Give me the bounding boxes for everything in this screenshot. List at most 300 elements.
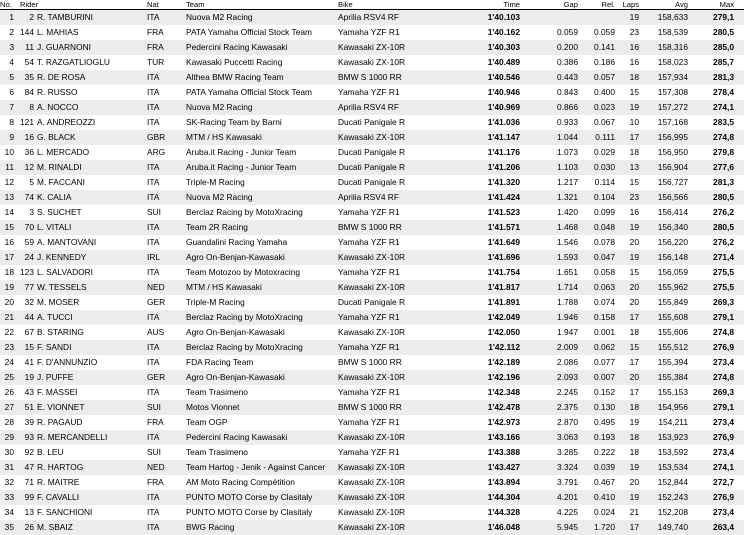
cell-laps: 15 — [629, 267, 639, 277]
cell-rel: 0.001 — [594, 327, 615, 337]
cell-max: 283,5 — [713, 117, 734, 127]
cell-max: 272,7 — [713, 477, 734, 487]
table-header — [0, 0, 744, 9]
cell-pos: 8 — [9, 117, 14, 127]
cell-num: 26 — [24, 522, 34, 532]
cell-pos: 21 — [4, 312, 14, 322]
cell-gap: 4.225 — [557, 507, 578, 517]
cell-num: 15 — [24, 342, 34, 352]
cell-gap: 0.443 — [557, 72, 578, 82]
cell-bike: Ducati Panigale R — [338, 162, 406, 172]
cell-nat: ITA — [147, 177, 160, 187]
cell-rel: 1.720 — [594, 522, 615, 532]
table-row — [0, 130, 744, 145]
cell-bike: Yamaha YZF R1 — [338, 387, 400, 397]
cell-team: Berclaz Racing by MotoXracing — [186, 342, 303, 352]
cell-num: 123 — [20, 267, 34, 277]
cell-bike: Aprilia RSV4 RF — [338, 12, 399, 22]
cell-time: 1'41.176 — [487, 147, 520, 157]
cell-num: 5 — [29, 177, 34, 187]
cell-bike: Yamaha YZF R1 — [338, 417, 400, 427]
header-team: Team — [186, 0, 205, 9]
cell-rider: L. MAHIAS — [37, 27, 79, 37]
cell-bike: Aprilia RSV4 RF — [338, 192, 399, 202]
table-row — [0, 235, 744, 250]
cell-num: 3 — [29, 207, 34, 217]
cell-num: 93 — [24, 432, 34, 442]
cell-gap: 3.285 — [557, 447, 578, 457]
cell-laps: 19 — [629, 12, 639, 22]
header-bike: Bike — [338, 0, 353, 9]
cell-rel: 0.158 — [594, 312, 615, 322]
cell-rider: R. TAMBURINI — [37, 12, 93, 22]
cell-time: 1'42.973 — [487, 417, 520, 427]
cell-rider: W. TESSELS — [37, 282, 87, 292]
cell-team: PUNTO MOTO Corse by Clasitaly — [186, 507, 313, 517]
cell-laps: 18 — [629, 327, 639, 337]
table-row — [0, 115, 744, 130]
cell-gap: 0.866 — [557, 102, 578, 112]
cell-nat: NED — [147, 462, 165, 472]
cell-num: 144 — [20, 27, 34, 37]
cell-num: 32 — [24, 297, 34, 307]
cell-laps: 17 — [629, 387, 639, 397]
cell-avg: 157,168 — [657, 117, 688, 127]
cell-rel: 0.400 — [594, 87, 615, 97]
cell-rel: 0.023 — [594, 102, 615, 112]
cell-max: 273,4 — [713, 507, 734, 517]
cell-bike: Kawasaki ZX-10R — [338, 372, 406, 382]
cell-laps: 23 — [629, 27, 639, 37]
cell-bike: Kawasaki ZX-10R — [338, 282, 406, 292]
cell-avg: 153,592 — [657, 447, 688, 457]
cell-num: 54 — [24, 57, 34, 67]
cell-team: PATA Yamaha Official Stock Team — [186, 87, 312, 97]
table-row — [0, 445, 744, 460]
cell-avg: 155,153 — [657, 387, 688, 397]
cell-max: 280,5 — [713, 192, 734, 202]
cell-pos: 15 — [4, 222, 14, 232]
table-row — [0, 430, 744, 445]
table-row — [0, 205, 744, 220]
cell-laps: 19 — [629, 102, 639, 112]
cell-team: Pedercini Racing Kawasaki — [186, 432, 288, 442]
cell-time: 1'40.103 — [487, 12, 520, 22]
table-row — [0, 325, 744, 340]
cell-laps: 17 — [629, 357, 639, 367]
cell-rider: A. ANDREOZZI — [37, 117, 96, 127]
cell-avg: 156,059 — [657, 267, 688, 277]
cell-pos: 3 — [9, 42, 14, 52]
cell-gap: 4.201 — [557, 492, 578, 502]
cell-rel: 0.059 — [594, 27, 615, 37]
cell-num: 16 — [24, 132, 34, 142]
cell-avg: 152,208 — [657, 507, 688, 517]
cell-time: 1'41.424 — [487, 192, 520, 202]
table-row — [0, 280, 744, 295]
cell-rel: 0.141 — [594, 42, 615, 52]
cell-avg: 157,272 — [657, 102, 688, 112]
cell-time: 1'42.478 — [487, 402, 520, 412]
cell-nat: FRA — [147, 27, 164, 37]
cell-gap: 2.870 — [557, 417, 578, 427]
table-row — [0, 310, 744, 325]
cell-avg: 156,950 — [657, 147, 688, 157]
cell-gap: 1.420 — [557, 207, 578, 217]
cell-laps: 18 — [629, 147, 639, 157]
cell-laps: 16 — [629, 207, 639, 217]
cell-bike: Kawasaki ZX-10R — [338, 57, 406, 67]
cell-avg: 158,633 — [657, 12, 688, 22]
cell-num: 11 — [25, 42, 34, 52]
cell-gap: 1.044 — [557, 132, 578, 142]
table-row — [0, 85, 744, 100]
cell-gap: 3.063 — [557, 432, 578, 442]
cell-team: Berclaz Racing by MotoXracing — [186, 207, 303, 217]
cell-nat: ITA — [147, 522, 160, 532]
cell-rel: 0.063 — [594, 282, 615, 292]
header-avg: Avg — [675, 0, 688, 9]
cell-avg: 156,995 — [657, 132, 688, 142]
cell-num: 47 — [24, 462, 34, 472]
table-row — [0, 190, 744, 205]
cell-rider: B. LEU — [37, 447, 64, 457]
cell-max: 274,8 — [713, 327, 734, 337]
cell-num: 99 — [24, 492, 34, 502]
table-row — [0, 265, 744, 280]
cell-num: 44 — [24, 312, 34, 322]
cell-rider: G. BLACK — [37, 132, 76, 142]
cell-team: Team Trasimeno — [186, 387, 248, 397]
cell-time: 1'42.049 — [487, 312, 520, 322]
cell-pos: 28 — [4, 417, 14, 427]
cell-nat: ARG — [147, 147, 166, 157]
cell-rel: 0.495 — [594, 417, 615, 427]
cell-num: 71 — [24, 477, 34, 487]
cell-max: 276,2 — [713, 207, 734, 217]
cell-nat: GBR — [147, 132, 166, 142]
cell-num: 43 — [24, 387, 34, 397]
cell-team: Team 2R Racing — [186, 222, 248, 232]
table-row — [0, 100, 744, 115]
cell-rel: 0.039 — [594, 462, 615, 472]
cell-max: 278,4 — [713, 87, 734, 97]
cell-gap: 1.788 — [557, 297, 578, 307]
cell-rel: 0.048 — [594, 222, 615, 232]
cell-team: Agro On-Benjan-Kawasaki — [186, 372, 285, 382]
cell-time: 1'41.147 — [487, 132, 520, 142]
cell-rider: L. MERCADO — [37, 147, 90, 157]
cell-team: Team OGP — [186, 417, 228, 427]
cell-avg: 156,904 — [657, 162, 688, 172]
cell-laps: 18 — [629, 402, 639, 412]
table-row — [0, 415, 744, 430]
cell-time: 1'43.894 — [487, 477, 520, 487]
table-row — [0, 220, 744, 235]
cell-rel: 0.111 — [595, 132, 615, 142]
cell-avg: 149,740 — [657, 522, 688, 532]
cell-time: 1'40.946 — [487, 87, 520, 97]
header-nat: Nat — [147, 0, 159, 9]
cell-num: 12 — [24, 162, 34, 172]
cell-gap: 0.843 — [557, 87, 578, 97]
cell-team: SK-Racing Team by Barni — [186, 117, 282, 127]
cell-rel: 0.067 — [594, 117, 615, 127]
cell-rider: F. SANDI — [37, 342, 72, 352]
header-rel: Rel. — [601, 0, 615, 9]
cell-time: 1'41.571 — [487, 222, 520, 232]
cell-rider: A. NOCCO — [37, 102, 79, 112]
cell-nat: NED — [147, 282, 165, 292]
cell-pos: 4 — [9, 57, 14, 67]
cell-rel: 0.222 — [594, 447, 615, 457]
header-time: Time — [503, 0, 520, 9]
cell-team: PATA Yamaha Official Stock Team — [186, 27, 312, 37]
cell-bike: Kawasaki ZX-10R — [338, 507, 406, 517]
cell-gap: 1.946 — [557, 312, 578, 322]
cell-pos: 6 — [9, 87, 14, 97]
cell-nat: ITA — [147, 87, 160, 97]
cell-team: AM Moto Racing Compétition — [186, 477, 295, 487]
cell-avg: 153,534 — [657, 462, 688, 472]
cell-max: 277,6 — [713, 162, 734, 172]
cell-num: 67 — [24, 327, 34, 337]
cell-rider: A. MANTOVANI — [37, 237, 97, 247]
cell-avg: 156,148 — [657, 252, 688, 262]
cell-team: Aruba.it Racing - Junior Team — [186, 162, 297, 172]
cell-pos: 26 — [4, 387, 14, 397]
cell-nat: ITA — [147, 312, 160, 322]
cell-pos: 24 — [4, 357, 14, 367]
cell-team: Aruba.it Racing - Junior Team — [186, 147, 297, 157]
cell-nat: ITA — [147, 192, 160, 202]
cell-rider: J. KENNEDY — [37, 252, 87, 262]
cell-gap: 0.200 — [557, 42, 578, 52]
cell-laps: 19 — [629, 462, 639, 472]
cell-max: 276,9 — [713, 492, 734, 502]
cell-bike: Kawasaki ZX-10R — [338, 492, 406, 502]
cell-nat: FRA — [147, 42, 164, 52]
cell-avg: 155,394 — [657, 357, 688, 367]
cell-rider: T. RAZGATLIOGLU — [37, 57, 110, 67]
cell-rider: J. GUARNONI — [37, 42, 91, 52]
cell-gap: 0.059 — [557, 27, 578, 37]
cell-num: 92 — [24, 447, 34, 457]
cell-num: 8 — [29, 102, 34, 112]
cell-max: 285,7 — [713, 57, 734, 67]
cell-rel: 0.024 — [594, 507, 615, 517]
cell-gap: 3.324 — [557, 462, 578, 472]
cell-time: 1'41.891 — [487, 297, 520, 307]
cell-rider: R. MERCANDELLI — [37, 432, 108, 442]
cell-avg: 156,727 — [657, 177, 688, 187]
cell-time: 1'40.489 — [487, 57, 520, 67]
cell-nat: ITA — [147, 237, 160, 247]
cell-max: 276,9 — [713, 432, 734, 442]
cell-avg: 152,243 — [657, 492, 688, 502]
cell-time: 1'44.328 — [487, 507, 520, 517]
cell-bike: Ducati Panigale R — [338, 147, 406, 157]
cell-team: Kawasaki Puccetti Racing — [186, 57, 283, 67]
table-row — [0, 475, 744, 490]
cell-bike: Kawasaki ZX-10R — [338, 42, 406, 52]
cell-pos: 17 — [4, 252, 14, 262]
cell-max: 273,4 — [713, 447, 734, 457]
cell-avg: 156,220 — [657, 237, 688, 247]
cell-num: 13 — [24, 507, 34, 517]
cell-pos: 34 — [4, 507, 14, 517]
cell-avg: 157,308 — [657, 87, 688, 97]
cell-bike: Ducati Panigale R — [338, 177, 406, 187]
cell-max: 279,1 — [713, 402, 734, 412]
header-gap: Gap — [563, 0, 578, 9]
cell-gap: 1.103 — [557, 162, 578, 172]
cell-pos: 2 — [9, 27, 14, 37]
cell-max: 269,3 — [713, 297, 734, 307]
cell-rel: 0.410 — [594, 492, 615, 502]
cell-rel: 0.186 — [594, 57, 615, 67]
cell-bike: Yamaha YZF R1 — [338, 312, 400, 322]
cell-team: MTM / HS Kawasaki — [186, 282, 262, 292]
cell-bike: Yamaha YZF R1 — [338, 207, 400, 217]
cell-bike: Kawasaki ZX-10R — [338, 252, 406, 262]
cell-nat: ITA — [147, 492, 160, 502]
cell-laps: 13 — [629, 162, 639, 172]
cell-laps: 20 — [629, 477, 639, 487]
cell-max: 279,8 — [713, 147, 734, 157]
table-row — [0, 355, 744, 370]
cell-pos: 7 — [9, 102, 14, 112]
cell-nat: SUI — [147, 447, 161, 457]
cell-rider: L. VITALI — [37, 222, 72, 232]
cell-team: Nuova M2 Racing — [186, 102, 253, 112]
cell-rel: 0.030 — [594, 162, 615, 172]
cell-time: 1'42.348 — [487, 387, 520, 397]
cell-rider: B. STARING — [37, 327, 84, 337]
cell-num: 121 — [20, 117, 34, 127]
table-row — [0, 10, 744, 25]
cell-team: Nuova M2 Racing — [186, 192, 253, 202]
cell-gap: 0.386 — [557, 57, 578, 67]
cell-gap: 1.546 — [557, 237, 578, 247]
cell-nat: ITA — [147, 267, 160, 277]
cell-rel: 0.078 — [594, 237, 615, 247]
cell-rider: R. HARTOG — [37, 462, 84, 472]
cell-nat: TUR — [147, 57, 165, 67]
cell-rider: F. CAVALLI — [37, 492, 80, 502]
cell-bike: Yamaha YZF R1 — [338, 237, 400, 247]
cell-nat: ITA — [147, 12, 160, 22]
cell-team: Team Trasimeno — [186, 447, 248, 457]
cell-nat: ITA — [147, 102, 160, 112]
cell-laps: 17 — [629, 132, 639, 142]
cell-laps: 20 — [629, 282, 639, 292]
cell-pos: 22 — [4, 327, 14, 337]
cell-max: 274,8 — [713, 372, 734, 382]
cell-time: 1'41.696 — [487, 252, 520, 262]
cell-team: Berclaz Racing by MotoXracing — [186, 312, 303, 322]
cell-rider: S. SUCHET — [37, 207, 82, 217]
cell-rider: F. D'ANNUNZIO — [37, 357, 98, 367]
cell-time: 1'40.162 — [487, 27, 520, 37]
cell-num: 35 — [24, 72, 34, 82]
cell-nat: SUI — [147, 207, 161, 217]
cell-gap: 2.009 — [557, 342, 578, 352]
cell-gap: 1.321 — [557, 192, 578, 202]
cell-gap: 1.593 — [557, 252, 578, 262]
cell-laps: 20 — [629, 372, 639, 382]
cell-laps: 17 — [629, 312, 639, 322]
cell-num: 2 — [29, 12, 34, 22]
table-row — [0, 460, 744, 475]
cell-avg: 154,956 — [657, 402, 688, 412]
cell-laps: 18 — [629, 432, 639, 442]
cell-nat: ITA — [147, 387, 160, 397]
cell-avg: 155,962 — [657, 282, 688, 292]
header-no: No. — [0, 0, 12, 9]
cell-rel: 0.099 — [594, 207, 615, 217]
table-row — [0, 55, 744, 70]
cell-time: 1'40.969 — [487, 102, 520, 112]
cell-nat: ITA — [147, 72, 160, 82]
cell-team: BWG Racing — [186, 522, 235, 532]
cell-pos: 32 — [4, 477, 14, 487]
cell-rel: 0.047 — [594, 252, 615, 262]
cell-rider: R. RUSSO — [37, 87, 78, 97]
cell-nat: IRL — [147, 252, 161, 262]
cell-time: 1'41.523 — [487, 207, 520, 217]
cell-gap: 2.375 — [557, 402, 578, 412]
cell-pos: 31 — [4, 462, 14, 472]
cell-rider: M. RINALDI — [37, 162, 82, 172]
cell-rider: A. TUCCI — [37, 312, 73, 322]
cell-laps: 16 — [629, 42, 639, 52]
cell-rel: 0.074 — [594, 297, 615, 307]
cell-team: Agro On-Benjan-Kawasaki — [186, 327, 285, 337]
header-max: Max — [719, 0, 734, 9]
cell-laps: 19 — [629, 252, 639, 262]
cell-max: 276,2 — [713, 237, 734, 247]
cell-nat: ITA — [147, 432, 160, 442]
cell-time: 1'42.196 — [487, 372, 520, 382]
cell-pos: 9 — [9, 132, 14, 142]
cell-rel: 0.058 — [594, 267, 615, 277]
cell-rider: M. FACCANI — [37, 177, 85, 187]
cell-pos: 18 — [4, 267, 14, 277]
cell-max: 281,3 — [713, 72, 734, 82]
cell-nat: ITA — [147, 162, 160, 172]
cell-team: Nuova M2 Racing — [186, 12, 253, 22]
cell-time: 1'43.427 — [487, 462, 520, 472]
cell-rider: M. MOSER — [37, 297, 80, 307]
cell-time: 1'42.189 — [487, 357, 520, 367]
cell-rider: R. PAGAUD — [37, 417, 83, 427]
cell-num: 36 — [24, 147, 34, 157]
cell-bike: Kawasaki ZX-10R — [338, 462, 406, 472]
table-row — [0, 505, 744, 520]
cell-nat: ITA — [147, 342, 160, 352]
cell-gap: 2.093 — [557, 372, 578, 382]
cell-pos: 20 — [4, 297, 14, 307]
cell-nat: ITA — [147, 117, 160, 127]
cell-max: 263,4 — [713, 522, 734, 532]
cell-bike: BMW S 1000 RR — [338, 72, 402, 82]
cell-max: 273,4 — [713, 357, 734, 367]
cell-laps: 20 — [629, 297, 639, 307]
cell-time: 1'41.206 — [487, 162, 520, 172]
cell-rel: 0.104 — [594, 192, 615, 202]
cell-laps: 17 — [629, 522, 639, 532]
